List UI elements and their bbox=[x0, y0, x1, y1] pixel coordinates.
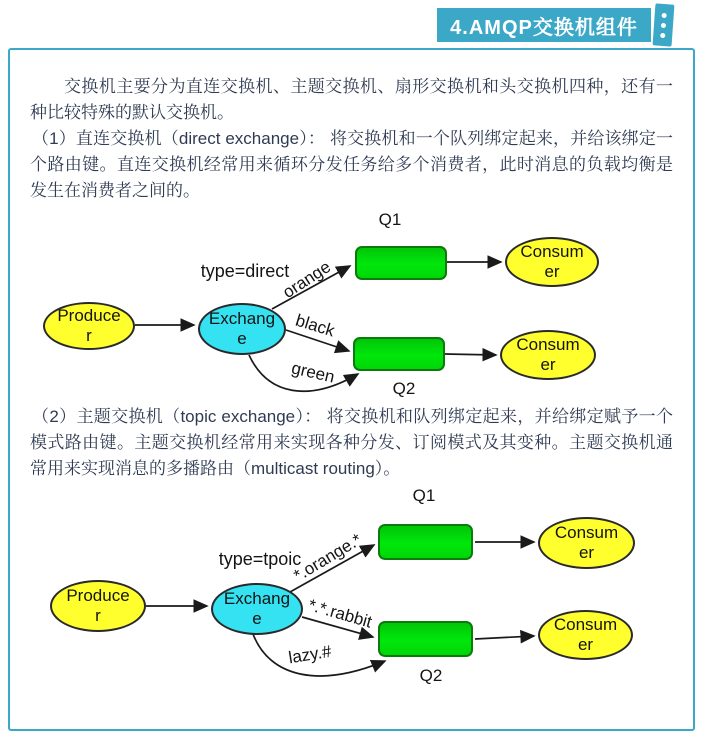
routing-key-orange: orange bbox=[279, 257, 335, 302]
routing-key-orange-pattern: *.orange.* bbox=[290, 529, 366, 586]
routing-key-black: black bbox=[293, 310, 337, 341]
routing-key-green: green bbox=[289, 358, 337, 387]
consumer-node-2 bbox=[538, 610, 633, 660]
routing-key-lazy-pattern: lazy.# bbox=[287, 641, 333, 668]
queue-q2 bbox=[378, 621, 473, 657]
consumer-label: Consum bbox=[554, 523, 619, 542]
exchange-type-label: type=direct bbox=[200, 261, 290, 281]
kebab-menu-icon[interactable] bbox=[653, 3, 675, 46]
consumer-label: Consum bbox=[520, 242, 584, 261]
exchange-type-label: type=tpoic bbox=[218, 549, 302, 569]
exchange-label: Exchang bbox=[208, 309, 276, 328]
queue-q2-label: Q2 bbox=[419, 666, 443, 685]
exchange-label: Exchang bbox=[223, 589, 291, 608]
queue-q1-label: Q1 bbox=[412, 486, 436, 505]
producer-label: r bbox=[95, 606, 101, 625]
consumer-label: er bbox=[578, 543, 595, 562]
consumer-label: Consum bbox=[553, 615, 618, 634]
producer-node bbox=[43, 302, 135, 350]
exchange-label: e bbox=[252, 609, 262, 628]
diagram-topic-exchange bbox=[10, 482, 693, 696]
section-title: 4.AMQP交换机组件 bbox=[450, 16, 638, 39]
consumer-label: er bbox=[577, 635, 594, 654]
section-title-banner bbox=[437, 8, 651, 42]
queue-q2 bbox=[353, 337, 445, 371]
paragraph-intro: 交换机主要分为直连交换机、主题交换机、扇形交换机和头交换机四种，还有一种比较特殊的默认交换机。 bbox=[30, 77, 673, 122]
producer-node bbox=[50, 580, 146, 632]
content-panel bbox=[8, 48, 695, 731]
queue-q1 bbox=[378, 524, 473, 560]
exchange-node bbox=[211, 583, 303, 635]
consumer-label: er bbox=[544, 262, 560, 281]
paragraph-direct-exchange: （1）直连交换机（direct exchange）： 将交换机和一个队列绑定起来，并给该绑定一个路由键。直连交换机经常用来循环分发任务给多个消费者，此时消息的负载均衡是发生在消费者之间的。 bbox=[30, 129, 673, 200]
queue-q1 bbox=[355, 246, 447, 280]
producer-label: r bbox=[86, 326, 92, 345]
consumer-node-1 bbox=[538, 517, 635, 569]
producer-label: Produce bbox=[66, 586, 130, 605]
consumer-label: Consum bbox=[516, 335, 580, 354]
consumer-label: er bbox=[540, 355, 556, 374]
diagram-direct-exchange bbox=[10, 204, 693, 404]
consumer-node-2 bbox=[500, 330, 596, 380]
producer-label: Produce bbox=[57, 306, 121, 325]
kebab-dot bbox=[662, 12, 667, 17]
exchange-label: e bbox=[237, 329, 247, 348]
paragraph-topic-exchange: （2）主题交换机（topic exchange）： 将交换机和队列绑定起来，并给绑定赋予一个模式路由键。主题交换机经常用来实现各种分发、订阅模式及其变种。主题交换机通常用来实现消息的多播路由（multicast routing）。 bbox=[30, 407, 673, 478]
kebab-dot bbox=[660, 32, 665, 37]
queue-q1-label: Q1 bbox=[378, 210, 402, 229]
kebab-dot bbox=[661, 22, 666, 27]
arrows-layer bbox=[10, 204, 693, 404]
consumer-node-1 bbox=[505, 237, 599, 287]
queue-q2-label: Q2 bbox=[392, 379, 416, 398]
exchange-node bbox=[198, 303, 286, 355]
routing-key-rabbit-pattern: *.*.rabbit bbox=[306, 595, 375, 632]
